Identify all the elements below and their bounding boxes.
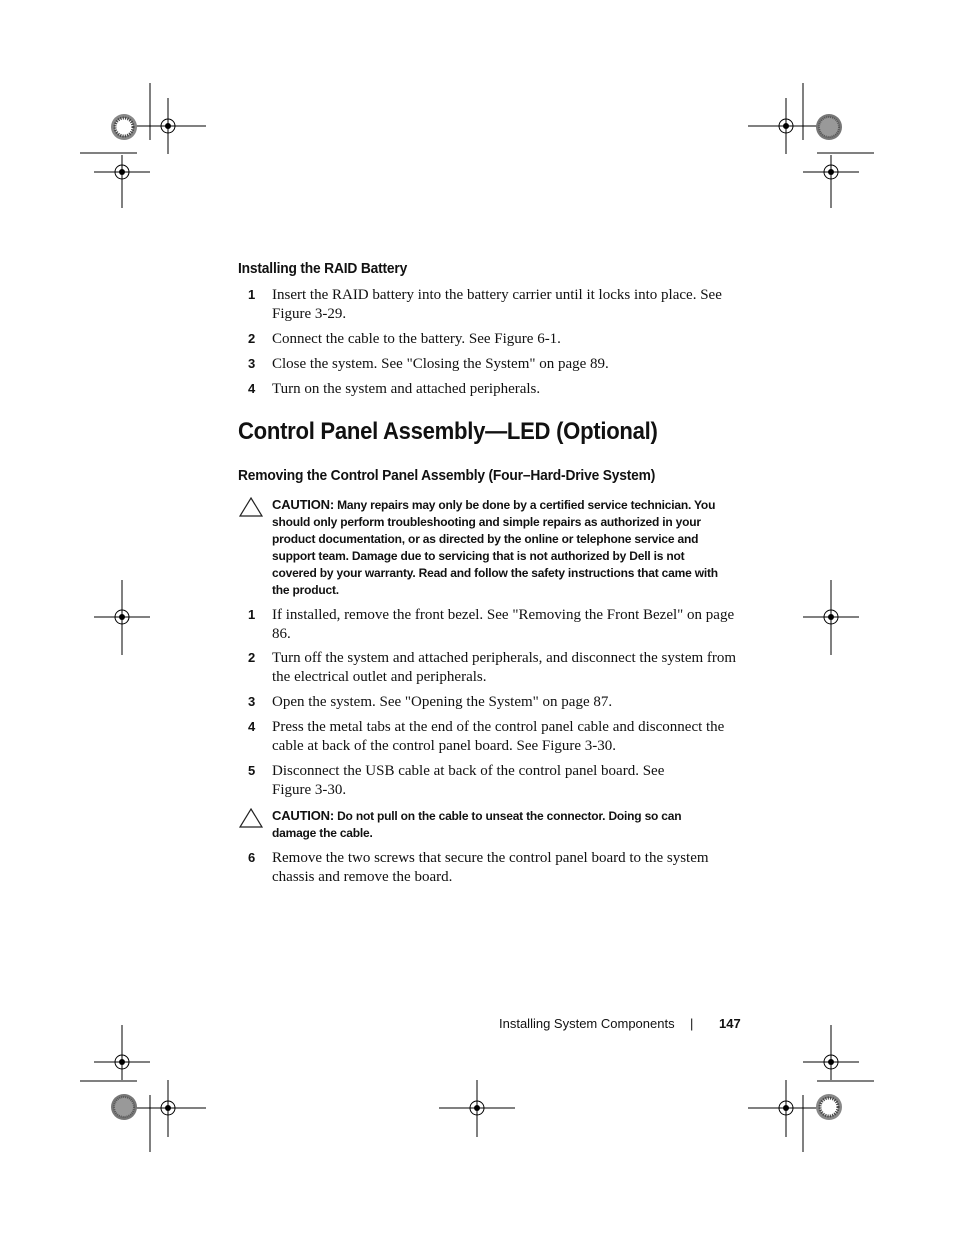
step-number: 3 — [248, 356, 256, 371]
footer-section-name: Installing System Components — [499, 1016, 675, 1031]
step-text: Open the system. See "Opening the System" on page 87. — [272, 694, 613, 710]
step-number: 4 — [248, 719, 256, 734]
caution-label: CAUTION: — [272, 808, 334, 823]
caution-body: Many repairs may only be done by a certified service technician. You should only perform troubleshooting and simple repairs as authorized in your product documentation, or as directed by the online or telephone service and support team. Damage due to servicing that is not authorized by Dell is not covered by your warranty. Read and follow the safety instructions that came with the product. — [272, 498, 718, 597]
step-text: Press the metal tabs at the end of the control panel cable and disconnect the cable at back of the control panel board. See Figure 3-30. — [272, 719, 725, 754]
caution-label: CAUTION: — [272, 497, 334, 512]
step-text: Disconnect the USB cable at back of the control panel board. See Figure 3-30. — [272, 763, 665, 798]
step-number: 3 — [248, 694, 256, 709]
step-text: Turn on the system and attached peripherals. — [272, 381, 541, 397]
step-text: Remove the two screws that secure the control panel board to the system chassis and remove the board. — [272, 850, 709, 885]
step-number: 1 — [248, 287, 256, 302]
step-number: 6 — [248, 850, 256, 865]
step-text: Turn off the system and attached peripherals, and disconnect the system from the electrical outlet and peripherals. — [272, 650, 737, 685]
caution-body: Do not pull on the cable to unseat the connector. Doing so can damage the cable. — [272, 809, 682, 840]
step-number: 4 — [248, 381, 256, 396]
page-number: 147 — [719, 1016, 741, 1031]
chapter-title: Control Panel Assembly—LED (Optional) — [238, 418, 658, 445]
step-text: Connect the cable to the battery. See Figure 6-1. — [272, 331, 561, 347]
section-heading-removing-control-panel: Removing the Control Panel Assembly (Four–Hard-Drive System) — [238, 467, 656, 484]
step-number: 2 — [248, 650, 256, 665]
step-text: If installed, remove the front bezel. See "Removing the Front Bezel" on page 86. — [272, 607, 735, 642]
step-number: 2 — [248, 331, 256, 346]
footer-separator: | — [690, 1016, 694, 1031]
step-text: Close the system. See "Closing the System" on page 89. — [272, 356, 609, 372]
step-text: Insert the RAID battery into the battery carrier until it locks into place. See Figure 3-29. — [272, 287, 722, 322]
step-number: 5 — [248, 763, 256, 778]
section-heading-raid-battery: Installing the RAID Battery — [238, 260, 408, 277]
step-number: 1 — [248, 607, 256, 622]
